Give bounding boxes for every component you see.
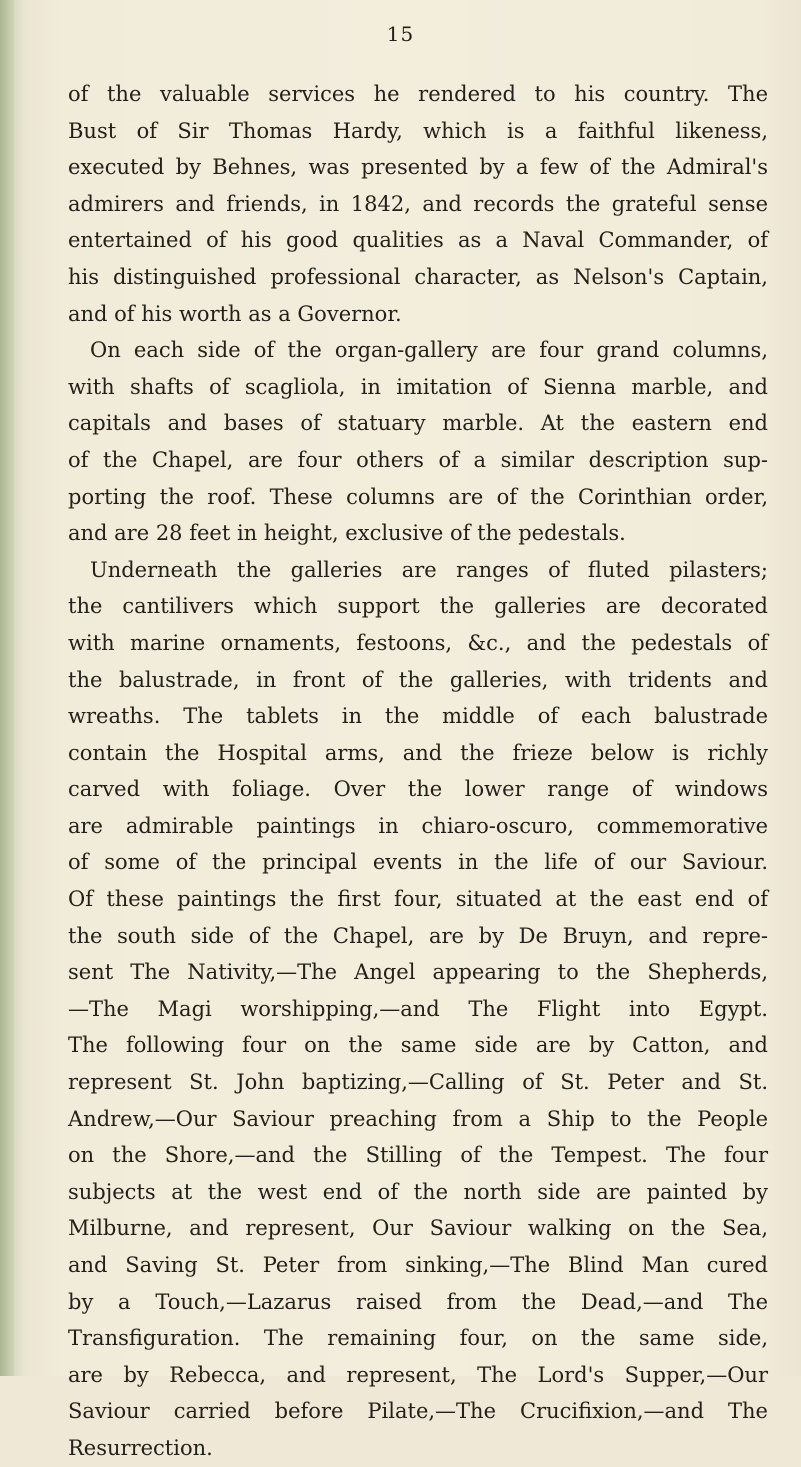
text-line: the cantilivers which support the galleries are decorated xyxy=(68,594,768,619)
text-line: Andrew,—Our Saviour preaching from a Ship to the People xyxy=(68,1106,768,1131)
text-line: executed by Behnes, was presented by a few of the Admiral's xyxy=(68,155,768,180)
text-line: by a Touch,—Lazarus raised from the Dead,—and The xyxy=(68,1289,768,1314)
text-line: admirers and friends, in 1842, and records the grateful sense xyxy=(68,191,768,216)
text-line: the balustrade, in front of the galleries, with tridents and xyxy=(68,667,768,692)
text-line: entertained of his good qualities as a Naval Commander, of xyxy=(68,228,768,253)
text-line: and are 28 feet in height, exclusive of the pedestals. xyxy=(68,521,626,546)
text-line: Resurrection. xyxy=(68,1435,213,1460)
text-line: are by Rebecca, and represent, The Lord's Supper,—Our xyxy=(68,1362,768,1387)
text-line: of the Chapel, are four others of a similar description sup- xyxy=(68,447,768,472)
text-line: capitals and bases of statuary marble. At the eastern end xyxy=(68,411,768,436)
text-line: and of his worth as a Governor. xyxy=(68,301,402,326)
text-line: sent The Nativity,—The Angel appearing to the Shepherds, xyxy=(68,960,768,985)
text-line: wreaths. The tablets in the middle of each balustrade xyxy=(68,704,768,729)
text-line: are admirable paintings in chiaro-oscuro, commemorative xyxy=(68,813,768,838)
text-line: Of these paintings the first four, situated at the east end of xyxy=(68,887,768,912)
text-line: and Saving St. Peter from sinking,—The Blind Man cured xyxy=(68,1253,768,1277)
text-line: porting the roof. These columns are of the Corinthian order, xyxy=(68,484,768,509)
text-line: with marine ornaments, festoons, &c., and the pedestals of xyxy=(68,630,768,655)
text-line: subjects at the west end of the north side are painted by xyxy=(68,1179,768,1204)
page-number: 15 xyxy=(386,22,415,46)
text-line: Saviour carried before Pilate,—The Crucifixion,—and The xyxy=(68,1399,768,1424)
text-line: Bust of Sir Thomas Hardy, which is a faithful likeness, xyxy=(68,118,768,143)
text-line: carved with foliage. Over the lower range of windows xyxy=(68,777,768,802)
text-line: represent St. John baptizing,—Calling of St. Peter and St. xyxy=(68,1070,768,1095)
text-line: On each side of the organ-gallery are four grand columns, xyxy=(90,338,768,363)
text-line: Transfiguration. The remaining four, on the same side, xyxy=(68,1326,768,1351)
text-line: contain the Hospital arms, and the frieze below is richly xyxy=(68,740,768,765)
text-line: Underneath the galleries are ranges of fluted pilasters; xyxy=(90,557,768,582)
text-line: on the Shore,—and the Stilling of the Tempest. The four xyxy=(68,1143,768,1168)
text-line: Milburne, and represent, Our Saviour walking on the Sea, xyxy=(68,1216,768,1241)
page-binding-edge xyxy=(0,0,14,1376)
text-line: The following four on the same side are by Catton, and xyxy=(68,1033,768,1058)
text-line: of the valuable services he rendered to his country. The xyxy=(68,82,768,106)
text-line: of some of the principal events in the life of our Saviour. xyxy=(68,850,768,875)
text-line: with shafts of scagliola, in imitation of Sienna marble, and xyxy=(68,374,768,399)
text-line: the south side of the Chapel, are by De Bruyn, and repre- xyxy=(68,923,768,948)
text-line: —The Magi worshipping,—and The Flight into Egypt. xyxy=(68,996,768,1021)
text-line: his distinguished professional character, as Nelson's Captain, xyxy=(68,264,768,289)
body-text xyxy=(68,76,768,1467)
